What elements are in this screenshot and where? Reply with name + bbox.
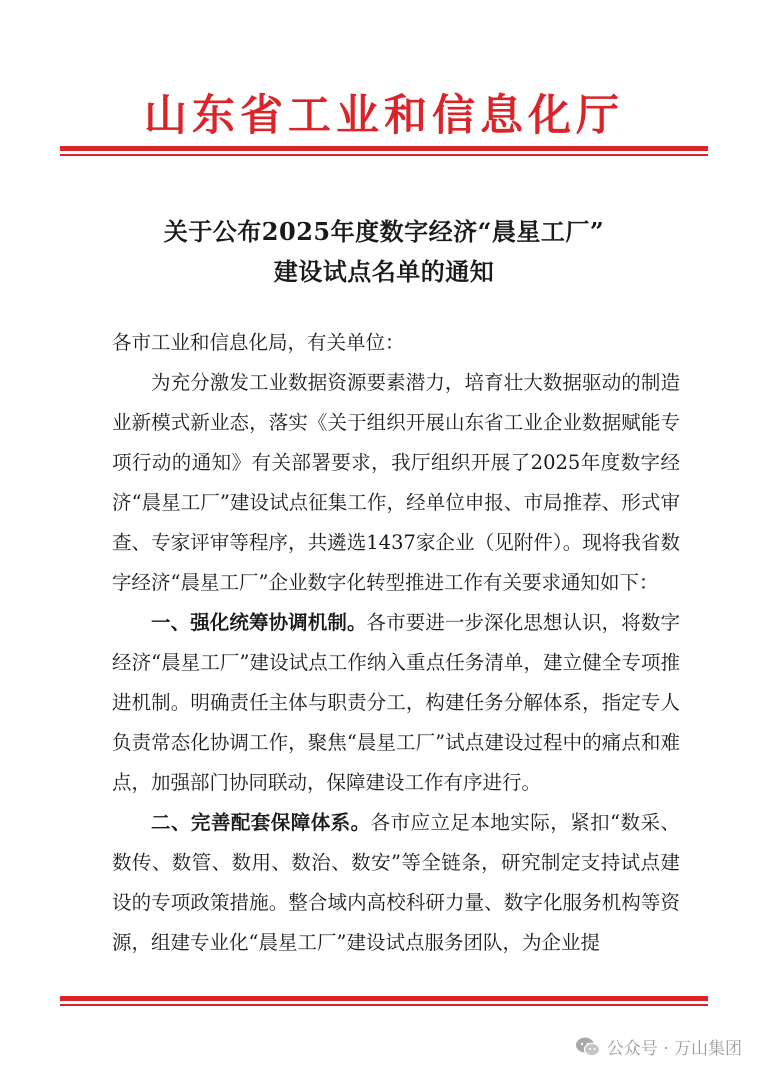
item-1-lead: 一、强化统筹协调机制。 [151,611,367,634]
notice-title [60,212,708,292]
item-1-text: 各市要进一步深化思想认识，将数字经济“晨星工厂”建设试点工作纳入重点任务清单，建立健全专项推进机制。明确责任主体与职责分工，构建任务分解体系，指定专人负责常态化协调工作，聚焦“晨星工厂”试点建设过程中的痛点和难点，加强部门协同联动，保障建设工作有序进行。 [112,611,680,794]
item-2-text: 各市应立足本地实际，紧扣“数采、数传、数管、数用、数治、数安”等全链条，研究制定支持试点建设的专项政策措施。整合域内高校科研力量、数字化服务机构等资源，组建专业化“晨星工厂”建设试点服务团队，为企业提 [112,811,680,954]
salutation: 各市工业和信息化局，有关单位： [112,331,405,354]
notice-title-line-2: 建设试点名单的通知 [273,257,495,286]
watermark [575,1034,742,1059]
intro-paragraph: 为充分激发工业数据资源要素潜力，培育壮大数据驱动的制造业新模式新业态，落实《关于组织开展山东省工业企业数据赋能专项行动的通知》有关部署要求，我厅组织开展了2025年度数字经济“晨星工厂”建设试点征集工作，经单位申报、市局推荐、形式审查、专家评审等程序，共遴选1437家企业（见附件）。现将我省数字经济“晨星工厂”企业数字化转型推进工作有关要求通知如下： [112,371,680,594]
item-2-lead: 二、完善配套保障体系。 [151,811,371,834]
notice-title-line-1: 关于公布2025年度数字经济“晨星工厂” [163,217,605,246]
notice-body [112,323,680,963]
footer-divider [60,996,708,1006]
wechat-icon [575,1036,601,1058]
watermark-text: 公众号 · 万山集团 [606,1039,742,1059]
item-1-paragraph [112,603,680,803]
letterhead-title: 山东省工业和信息化厅 [144,91,624,141]
divider-thin-line [60,154,708,156]
divider-thin-line [60,1004,708,1006]
item-2-paragraph [112,803,680,963]
letterhead-divider-top [60,146,708,156]
